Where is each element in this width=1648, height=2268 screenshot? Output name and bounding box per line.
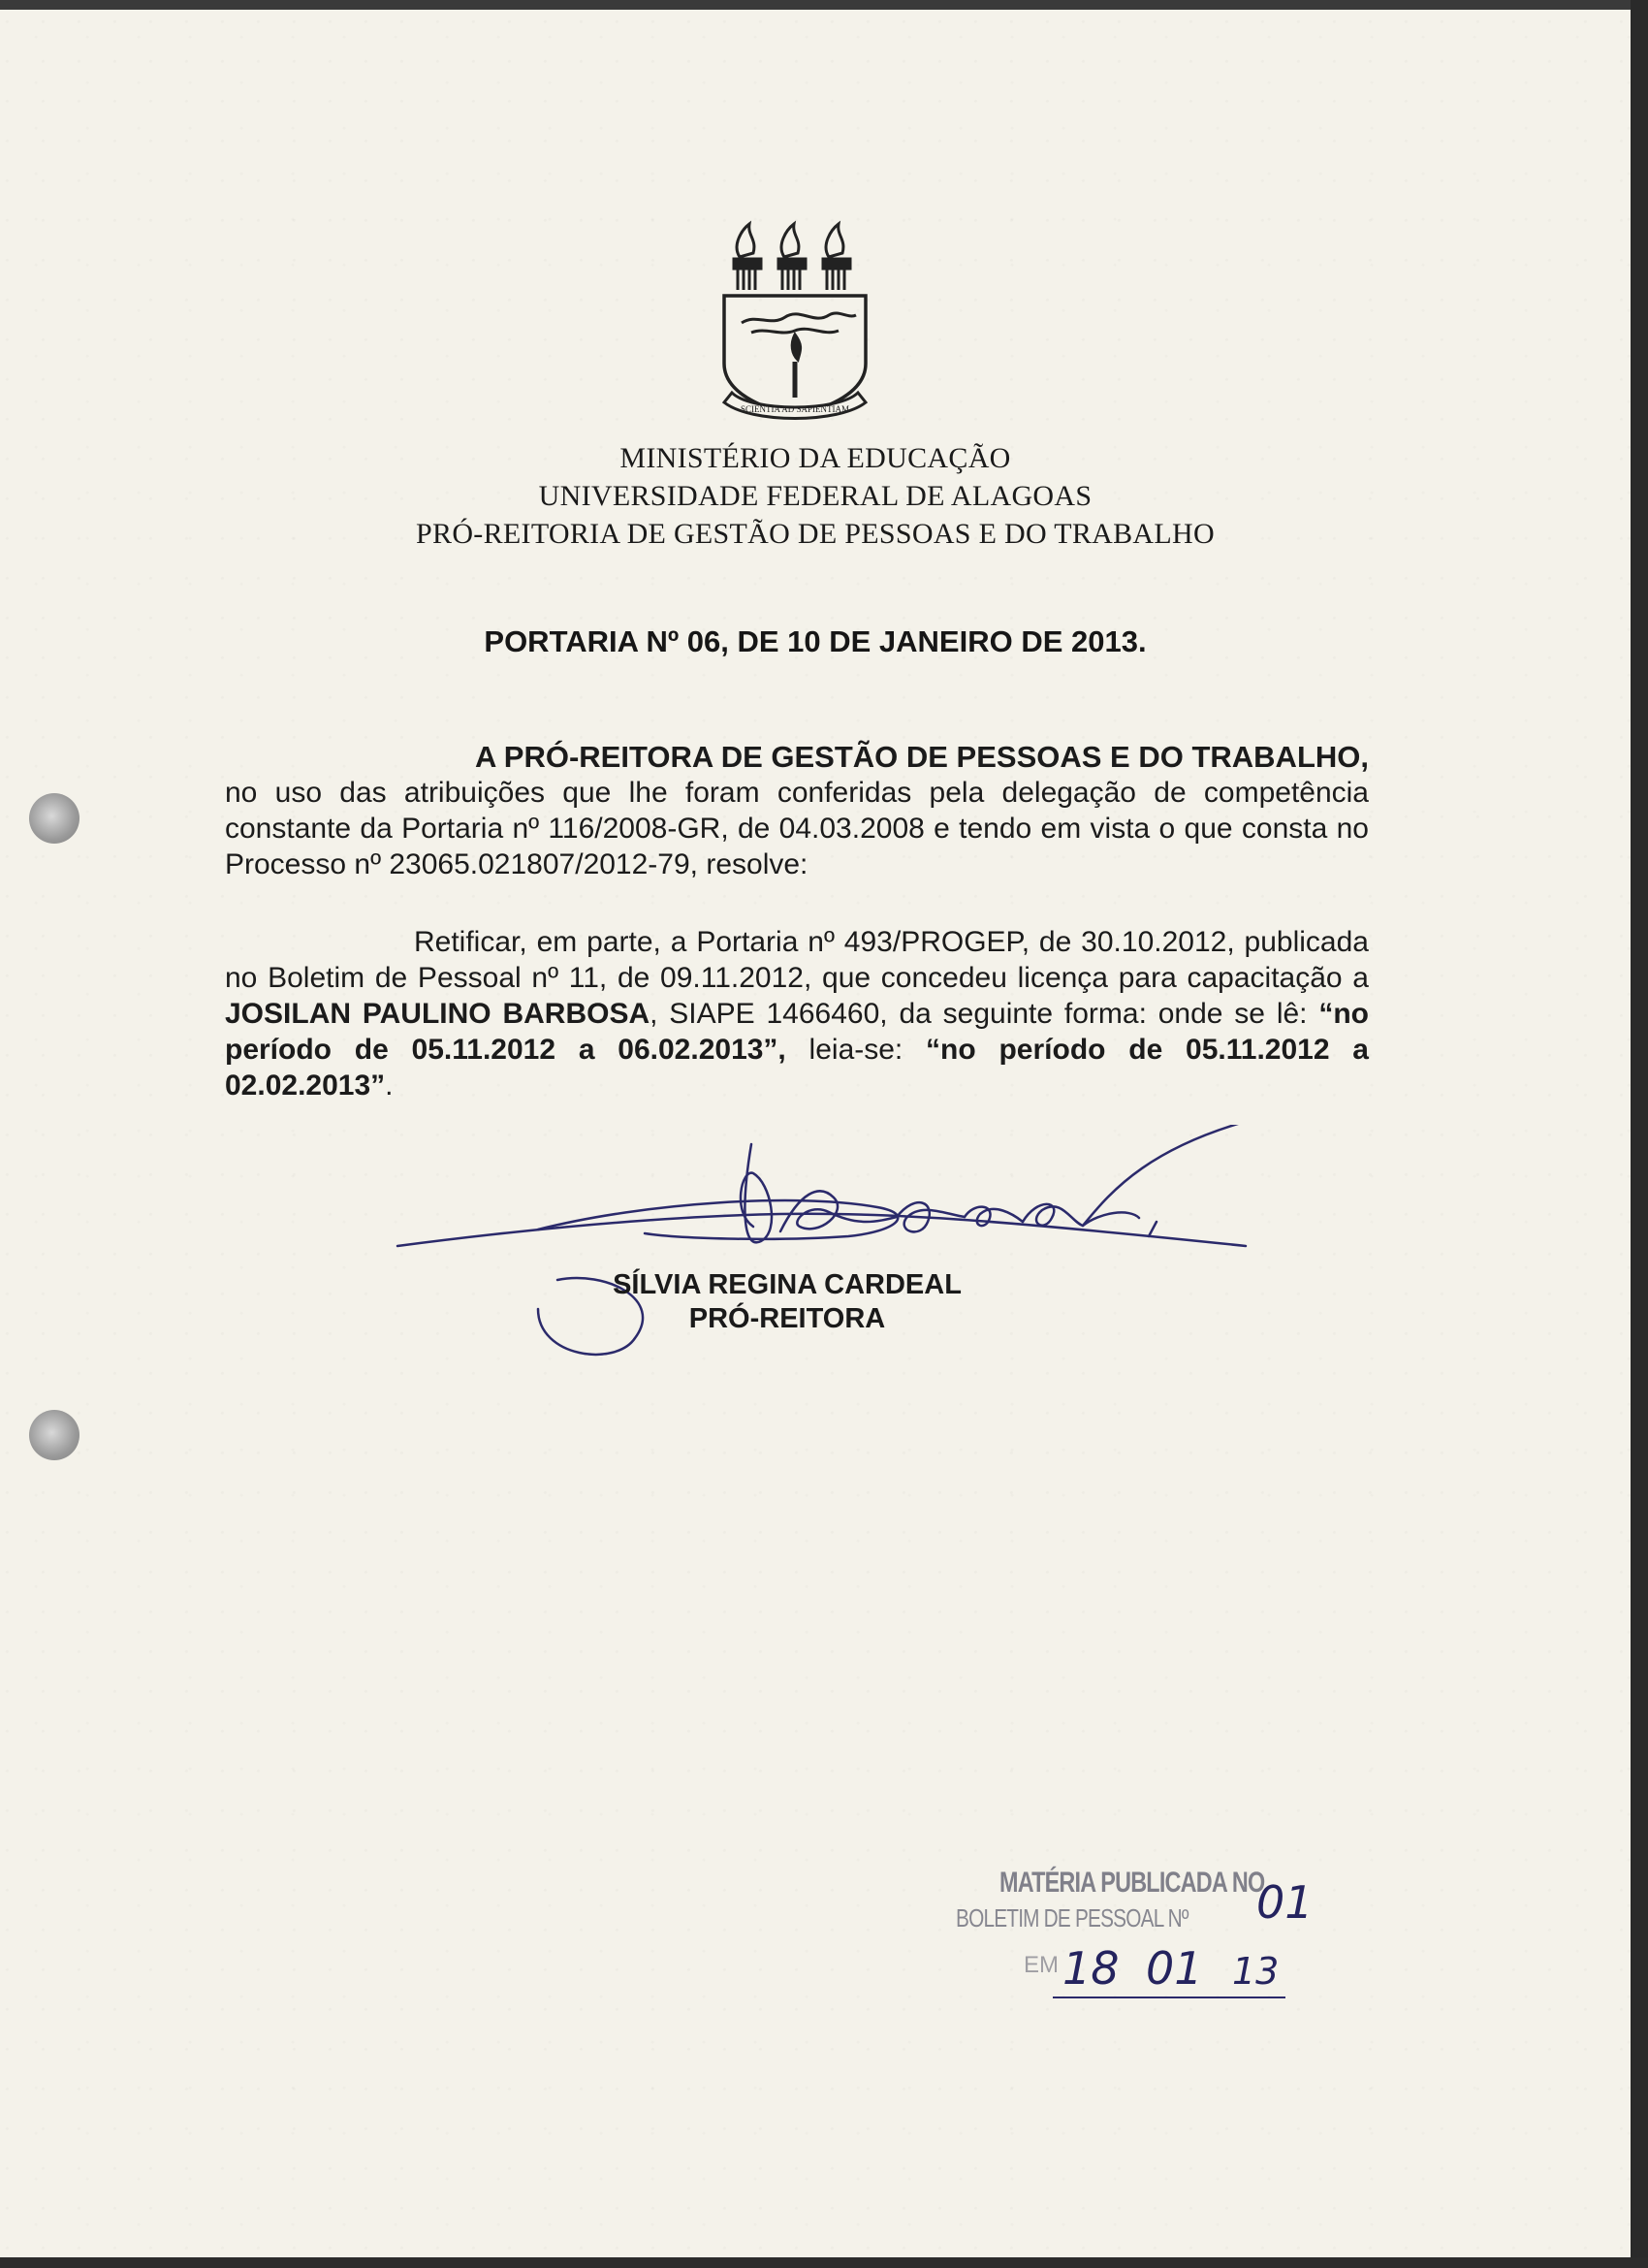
ordinance-title: PORTARIA Nº 06, DE 10 DE JANEIRO DE 2013. [484,624,1147,658]
authority-heading: A PRÓ-REITORA DE GESTÃO DE PESSOAS E DO TRABALHO, [474,740,1369,774]
resolution-part-3: leia-se: [785,1034,927,1066]
document-page [0,10,1631,2257]
svg-text:SCIENTIA AD SAPIENTIAM: SCIENTIA AD SAPIENTIAM [740,404,850,414]
handwritten-signature [393,1125,1284,1377]
servant-name: JOSILAN PAULINO BARBOSA [225,998,650,1030]
new-period-quote: “no período de 05.11.2012 a 02.02.2013” [225,1034,1369,1102]
signer-block [593,1268,981,1336]
stamp-line-1: MATÉRIA PUBLICADA NO [999,1867,1265,1899]
resolution-block [225,924,1369,1103]
stamp-bulletin-number: 01 [1256,1876,1314,1929]
header-pro-rectory: PRÓ-REITORIA DE GESTÃO DE PESSOAS E DO TRABALHO [416,518,1215,550]
stamp-day: 18 [1062,1942,1120,1995]
publication-stamp [956,1867,1363,2012]
resolution-part-4: . [385,1070,394,1102]
header-ministry: MINISTÉRIO DA EDUCAÇÃO [619,442,1011,474]
punch-hole-top [29,793,79,844]
punch-hole-bottom [29,1410,79,1460]
stamp-line-2: BOLETIM DE PESSOAL Nº [956,1903,1188,1933]
preamble-text: no uso das atribuições que lhe foram conferidas pela delegação de competência constante da Portaria nº 116/2008-GR, de 04.03.2008 e tendo em vista o que consta no Processo nº 23065.021807/2012-79, resolve: [225,777,1369,880]
resolution-part-2: , SIAPE 1466460, da seguinte forma: onde se lê: [650,998,1319,1030]
stamp-line-3: EM [1024,1952,1059,1978]
signer-name: SÍLVIA REGINA CARDEAL [613,1269,962,1300]
university-crest-icon [713,218,877,427]
stamp-month: 01 [1146,1942,1203,1995]
old-period-quote: “no período de 05.11.2012 a 06.02.2013”, [225,998,1369,1066]
scan-border-bottom [0,2257,1648,2268]
header-university: UNIVERSIDADE FEDERAL DE ALAGOAS [538,480,1093,512]
scan-border-right [1631,0,1648,2268]
stamp-year: 13 [1232,1950,1280,1993]
resolution-text [225,924,1369,1103]
resolution-part-1: Retificar, em parte, a Portaria nº 493/PROGEP, de 30.10.2012, publicada no Boletim de Pessoal nº 11, de 09.11.2012, que concedeu licença para capacitação a [225,926,1369,994]
signer-role: PRÓ-REITORA [688,1303,886,1334]
preamble-block [225,739,1369,882]
stamp-underline [1053,1995,1285,2000]
